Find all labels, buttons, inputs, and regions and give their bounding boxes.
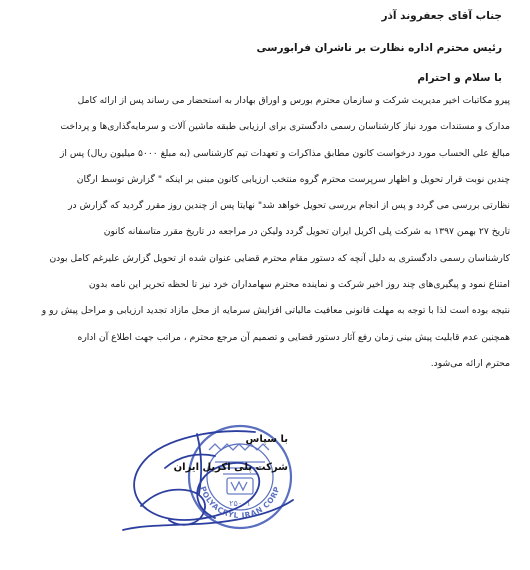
body-line: نظارتی بررسی می گردد و پس از انجام بررسی تحویل خواهد شد" نهایتا پس از چندین روز مقرر گردید که گزارش در	[68, 200, 510, 212]
recipient-name: جناب آقای جعفروند آذر	[381, 10, 502, 22]
signature-closing: با سپاس	[245, 434, 288, 445]
stamp-number: ۲۵۰۰۱	[229, 499, 251, 508]
stamp-latin-text: POLYACRYL IRAN CORP	[198, 485, 282, 521]
body-line: محترم ارائه می‌شود.	[430, 357, 510, 369]
body-line: تاریخ ۲۷ بهمن ۱۳۹۷ به شرکت پلی اکریل ایران تحویل گردد ولیکن در مراجعه در تاریخ مقرر متاسفانه کانون	[103, 226, 510, 238]
body-line: امتناع نمود و پیگیری‌های چند روز اخیر شرکت و نماینده محترم سهامداران خرد نیز تا لحظه تحریر این نامه بدون	[88, 279, 510, 291]
body-line: نتیجه بوده است لذا با توجه به مهلت قانونی معافیت مالیاتی افزایش سرمایه از محل مازاد تجدید ارزیابی و مراحل پیش رو و	[41, 305, 510, 317]
recipient-title: رئیس محترم اداره نظارت بر ناشران فرابورسی	[256, 42, 502, 54]
body-line: کارشناسان رسمی دادگستری به دلیل آنچه که دستور مقام محترم قضایی عنوان شده از تحویل گزارش علیرغم کامل بودن	[49, 252, 510, 264]
signature-block	[105, 410, 300, 565]
body-line: چندین نوبت قرار تحویل و اظهار سرپرست محترم گروه منتخب ارزیابی کانون مبنی بر اینکه " گزارش توسط ارگان	[76, 173, 510, 185]
greeting: با سلام و احترام	[417, 72, 502, 84]
body-line: همچنین عدم قابلیت پیش بینی زمان رفع آثار دستور قضایی و تصمیم آن مرجع محترم ، مراتب جهت اطلاع آن اداره	[77, 331, 510, 343]
body-line: پیرو مکاتبات اخیر مدیریت شرکت و سازمان محترم بورس و اوراق بهادار به استحضار می رساند پس از ارائه کامل	[77, 95, 510, 106]
body-line: مدارک و مستندات مورد نیاز کارشناسان رسمی دادگستری برای ارزیابی طبقه ماشین آلات و سرمایه‌گذاری‌ها و پرداخت	[60, 121, 510, 133]
signature-company: شرکت پلی اکریل ایران	[173, 462, 288, 473]
body-line: مبالغ علی الحساب مورد درخواست کانون مطابق مذاکرات و تعهدات تیم کارشناسی (به مبلغ ۵۰۰۰ میلیون ریال) پس از	[59, 147, 510, 159]
letter-body	[10, 88, 510, 377]
